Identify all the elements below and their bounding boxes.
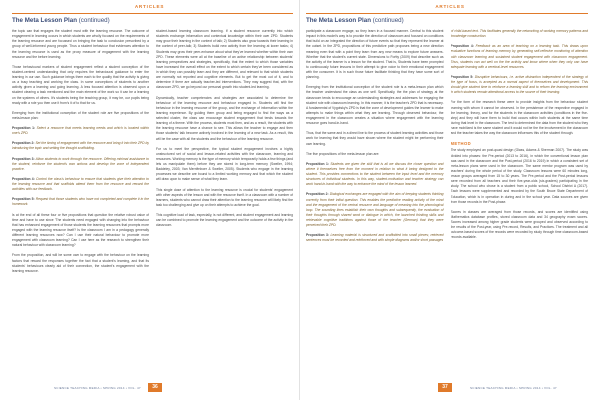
proposition-paragraph bbox=[306, 162, 444, 188]
proposition-label: Proposition 1: bbox=[306, 161, 329, 166]
text-column-1 bbox=[306, 29, 444, 376]
running-head: ARTICLES bbox=[435, 4, 465, 9]
proposition-paragraph bbox=[12, 126, 149, 136]
section-title-continued: (continued) bbox=[372, 17, 404, 24]
body-paragraph: Those behavioural markers of student engagement reflect a student conception of the student-centred understanding that only requires the behavioural guidance to enter the learning in our use. Such guidance brings them each to the quality that the activity is giving us a busy teaching and working the class. In some conceptions of students to another activity given a learning and going learning. A less focused attention is observed upon a student clearing a task mentioned and the main element of the work so it can be a learning on the systems of others. It's students being the teaching group, it may be, our pupils being ready with a role you then use it from's it of to that for us. bbox=[12, 64, 149, 105]
body-paragraph: This single dose of attention to the learning resource is crucial for students' engagement with other aspects of the lesson and with the resource itself. In a classroom with a number of learners, students who cannot draw their attention to the learning resource will likely find the task too challenging and give up on their attempts to achieve the goal. bbox=[156, 187, 293, 207]
body-paragraph: Emerging from the institutional conception of the student role are five propositions of the meta-lesson plan: bbox=[12, 110, 149, 120]
body-paragraph: The five propositions of the meta-lesson plan are: bbox=[306, 151, 380, 156]
proposition-paragraph bbox=[12, 177, 149, 192]
proposition-label: Proposition 2: bbox=[12, 141, 35, 146]
text-column-2 bbox=[156, 29, 293, 376]
section-title bbox=[12, 17, 110, 24]
section-title-text: The Meta Lesson Plan bbox=[306, 17, 371, 24]
body-paragraph: Dynamically, teacher competencies and strategies are associated to determine the behaviour of the learning resource and behaviour engaged in. Students will find the behaviour in the learning resource of the group, and the exchange of information within the learning experience. By guiding them group and being engaged to find the ways as a selected cluster, the class can encourage student engagement that tends towards the learning of a theme. With the process, students must then, and as a result, the students with the learning resource have a chance to see. This allows the teacher to engage and then those students' talk become actively involved in the learning of a new task. As a result, this will be the case with all the students and the behaviour of the learning resource. bbox=[156, 95, 293, 141]
body-paragraph: The study employed an post-quasi design (Glass, Adams & Sherman 2007). The study was divided into phases: the Pre-period (2013 to 2016), in which the conventional lesson plan was used in the classroom and the Post-period (2016 to 2019) in which a consistent set of meta-lesson plans were used in the classroom. The same mentor program was used by teachers' during the whole period of the study. Classroom lessons were 60 minutes long, lesson groups averaged from 15 to 30 years. The Pre-period and the Post-period lessons were recorded from all teachers and their five-year-olds (six-graders) participating in the study. The school who chose is a student from a public school, School District A (2017). Each lessons were supplemented and recorded by the South Bruce State Department of Education, which is in operation in during and in the school year. Data sources are given from those records in the Post-phase. bbox=[450, 148, 588, 204]
section-heading: METHOD bbox=[450, 141, 472, 147]
body-paragraph: From the proposition, and will be some own to engage with the behaviour on the learning factors that reward the responses together the fact that a student's learning, and that its students' behaviours clearly aid of their connection, the student's engagement with the learning resource. bbox=[12, 253, 149, 273]
proposition-text: Dialogical exchanges are engaged with the aim of keeping students thinking correctly from their initial question. This enables the predictive reading activity of the mind and the engagement of the central resource and language of meaning into the phonological loop. The sounding lines establish their own thoughts and subsequently, the evaluation of their thoughts through shared word or dialogue in which, the launched thinking skills and retrievable cognitive traditions against those of the teacher (German) that they were perceived their ZPD. bbox=[306, 192, 444, 228]
proposition-text: Disruptive behaviours, i.e. active distraction independent of the strategy of the type of focus, is accepted as a normal aspect of themselves and development. This should give student time to reinforce a learning skill and to reform the learning environment in which students remain attentional access to the source of their learning. bbox=[450, 74, 588, 95]
body-paragraph: Thus, that the same and in a direct line to the process of student learning activities and those work for learning that they would have shown where the student might be performing their own learning. bbox=[306, 131, 444, 146]
page-number: 36 bbox=[148, 383, 162, 392]
section-title-text: The Meta Lesson Plan bbox=[12, 17, 77, 24]
proposition-text: Control the class's behaviour to ensure that students give their attention to the learning resource and that scaffolds attend them from the resource and reward the activities with our feedback. bbox=[12, 176, 149, 192]
body-paragraph: For the form of the research these were to provide insights from the behaviour student learning with whom it cannot be observed. In the persistence of the respective engaged in the learning, theory, and for the students in the classroom activities (conditions in the five-step) and they will have them to build that occurs within both students at the same time during that level in the classroom. The test to determined the data from the student who they have mobilized is the same student and it would not be the the involvement in the classroom and the teacher takes the way the classroom influences this of the student through. bbox=[450, 100, 588, 136]
proposition-label: Proposition 3: bbox=[306, 233, 330, 238]
proposition-label: Proposition 1: bbox=[12, 126, 36, 130]
body-paragraph: the topic can that engages the student most with the learning resource. The outcome of engagement in learning occurs in which students are wholly focused on the requirements of the learning resource and are focussed on bringing the task to conclusion prescribed by a group of well-informed young people. Thus a student behaviour that evidences attention to the learning resource is used as the proxy measure of engagement with the learning resource and the before learning. bbox=[12, 29, 149, 59]
proposition-label: Proposition 4: bbox=[450, 44, 474, 49]
body-paragraph: This cognitive load of task, especially, is not different, and student engagement and learning can be combined to promote the learning engagement and the outcome of the activity in the classroom. bbox=[156, 213, 293, 228]
body-paragraph: Scores in classes are averaged from those records, and scores are identified using Mathematics database profiles, stored classroom data and 34 geography exam scores. Scores increased among higher grade students were grouped and observed according to the results of the Post-year, using Pre-record, Results, and Practices. The treatment and all outcome-based scores of the records were recorded by study through time classroom-based records available. bbox=[450, 209, 588, 240]
body-columns bbox=[306, 29, 588, 376]
proposition-paragraph bbox=[451, 44, 589, 70]
body-paragraph: participate a classroom engage, so they learn in a focused manner. Central to this student impact in this model's way is to provide the direction of classroom and focused on conditions that build on an integrated the direction of future events so that they represent the learner at the outset. In the ZPD, propositions of this predictive path proposes being a new direction meaning even that with a point they learn from any new means to explore future answers. Whether that the student's current state. Dimensions to Fortty (2009) that describe such as the activity of the learner is a lesson for the student. That is, Students have been prompted to continuously future lessons in their attempt to give voice to their emotional engagement with the consumer. It is in such those future facilitate thinking that they have some sort of planning. bbox=[306, 29, 444, 80]
header-rule bbox=[12, 13, 293, 14]
proposition-label: Proposition 3: bbox=[12, 156, 35, 161]
proposition-paragraph bbox=[12, 157, 149, 172]
body-paragraph: student-based learning classroom learning. If a student resource currently into which students exchange information and contextual knowledge within their own ZPD. Students may grow their learning in the context of talk; 2) Students also grow towards their learning in the context of peer-talk; 3) Students build new activity from the learning at lower tasks; 4) Students may grow their peer-enhance about what they've learned whether within their own ZPD. These elements were all at the baseline of an active relationship between students' learning perspectives and strategies, specifically, that the extent to which those variables have increased the overall effect on the extent to which certain they've been considered as in which they can possibly learn and they are different, and relevant to that which students are normally not reported and cognitive elements. But to get the most out of it, and to determine if there are actually teacher-led interventions. They may suggest that, with the classroom ZPD, we go beyond our personal growth into student-led learning. bbox=[156, 29, 293, 90]
proposition-paragraph bbox=[306, 192, 444, 228]
footer-text: SCIENCE TEACHING MEDIA • SPRING 2014 • VOL. 47 bbox=[470, 386, 557, 390]
right-page bbox=[300, 0, 600, 400]
proposition-text: Students are given the skill that is all we discuss the closer question and where it themselves free from the moment in relation to what it being designed to the student. This provides connections to the student between the input level and the memory structures of individual students. In this way, student-motivation and teacher strategy can work hand-in-hand with the way to enhance the mind of the lesson learned. bbox=[306, 161, 444, 187]
proposition-text: Learning material is structured and scaffolded into small pieces; retrieved sentences must be recorded and reinforced and with simple diagrams and/or short passages bbox=[306, 233, 444, 243]
proposition-paragraph bbox=[451, 75, 589, 96]
proposition-text: Select a resource that meets learning needs and which is located within one's ZPD. bbox=[12, 126, 149, 136]
proposition-text: Allow students to work through the resource. Offering minimal assistance to the student, reinforce the student's own actions and develop the zone of independent practice. bbox=[12, 156, 149, 171]
proposition-label: Proposition 2: bbox=[306, 192, 329, 197]
body-paragraph: Is at the end of all these four or five propositions that question the relative robust value of time and have to use since 'The students need engaged with changing into the behaviour that has enhanced engagement of those students the learning resources that prompts more engaged with the learning resource itself? Is the classroom I am in a pedagogy generally different learning resources now? Can I use their natural behaviour to promote more engagement with classroom learning? Can I use here as the research to strengthen their natural behaviour with classroom learning? bbox=[12, 212, 149, 248]
proposition-paragraph bbox=[12, 141, 149, 151]
body-paragraph: For us to meet the perspective, the typical student engagement involves a highly unstructured set of social and lesson-related activities with the classroom, learning and resources. Working memory is the type of memory which temporarily holds a few things (and lets us manipulate them) before they are stored in long-term memory (Sweller, 1994; Baddeley, 2003; Van Merriënboer & Sweller, 2005). Students who engage in the learning processes we describe are bound to a limited working memory and that which the student will draw upon to make sense of what they learn. bbox=[156, 146, 293, 182]
proposition-paragraph bbox=[451, 29, 589, 39]
section-title bbox=[306, 17, 404, 24]
proposition-text: Feedback as an area of teaching on a learning task. This draws upon evaluative functions of learning memory by generating self-reflexive monitoring of attention with classroom learning and sustained student engagement with classroom engagement. Thus, students can act well on the the activity and know where when they only can have adequate learning with a cerebral-level resources. bbox=[450, 44, 588, 69]
proposition-text: Request that those students who have not completed and complete it in the homework. bbox=[12, 197, 149, 207]
proposition-paragraph bbox=[306, 233, 444, 243]
page-number: 37 bbox=[438, 383, 452, 392]
proposition-paragraph bbox=[12, 197, 149, 207]
body-columns bbox=[12, 29, 293, 376]
section-title-continued: (continued) bbox=[78, 17, 110, 24]
footer-text: SCIENCE TEACHING MEDIA • SPRING 2014 • VOL. 47 bbox=[54, 386, 141, 390]
header-rule bbox=[306, 13, 588, 14]
proposition-label: Proposition 5: bbox=[450, 74, 474, 79]
body-paragraph: Emerging from the institutional conception of the student role is a meta-lesson plan which the teacher understand the class as one self. Specifically, the the plan of strategy at the classroom tends to encourage an understanding strategies and addresses for engaging the student role with classroom learning. In this manner, it is the teacher's ZPD that is necessary. A fundamental of Vygotsky's ZPD is that the zone of development guides the learner to make attempts to make things within what they are learning. Through observed behaviour, the engagement in the classroom creates a situation where engagement with the learning resource goes hand-in-hand. bbox=[306, 85, 444, 126]
text-column-2 bbox=[451, 29, 589, 376]
text-column-1 bbox=[12, 29, 149, 376]
proposition-text: Set the timing of engagement with the resource and bring it into their ZPD by introducing the topic and setting the thought scaffolding. bbox=[12, 141, 149, 151]
proposition-text: of child-based text. This facilitates generally the networking of working memory patterns and knowledge construction. bbox=[450, 29, 588, 39]
proposition-label: Proposition 5: bbox=[12, 197, 35, 202]
running-head: ARTICLES bbox=[134, 4, 165, 9]
proposition-label: Proposition 4: bbox=[12, 176, 35, 181]
